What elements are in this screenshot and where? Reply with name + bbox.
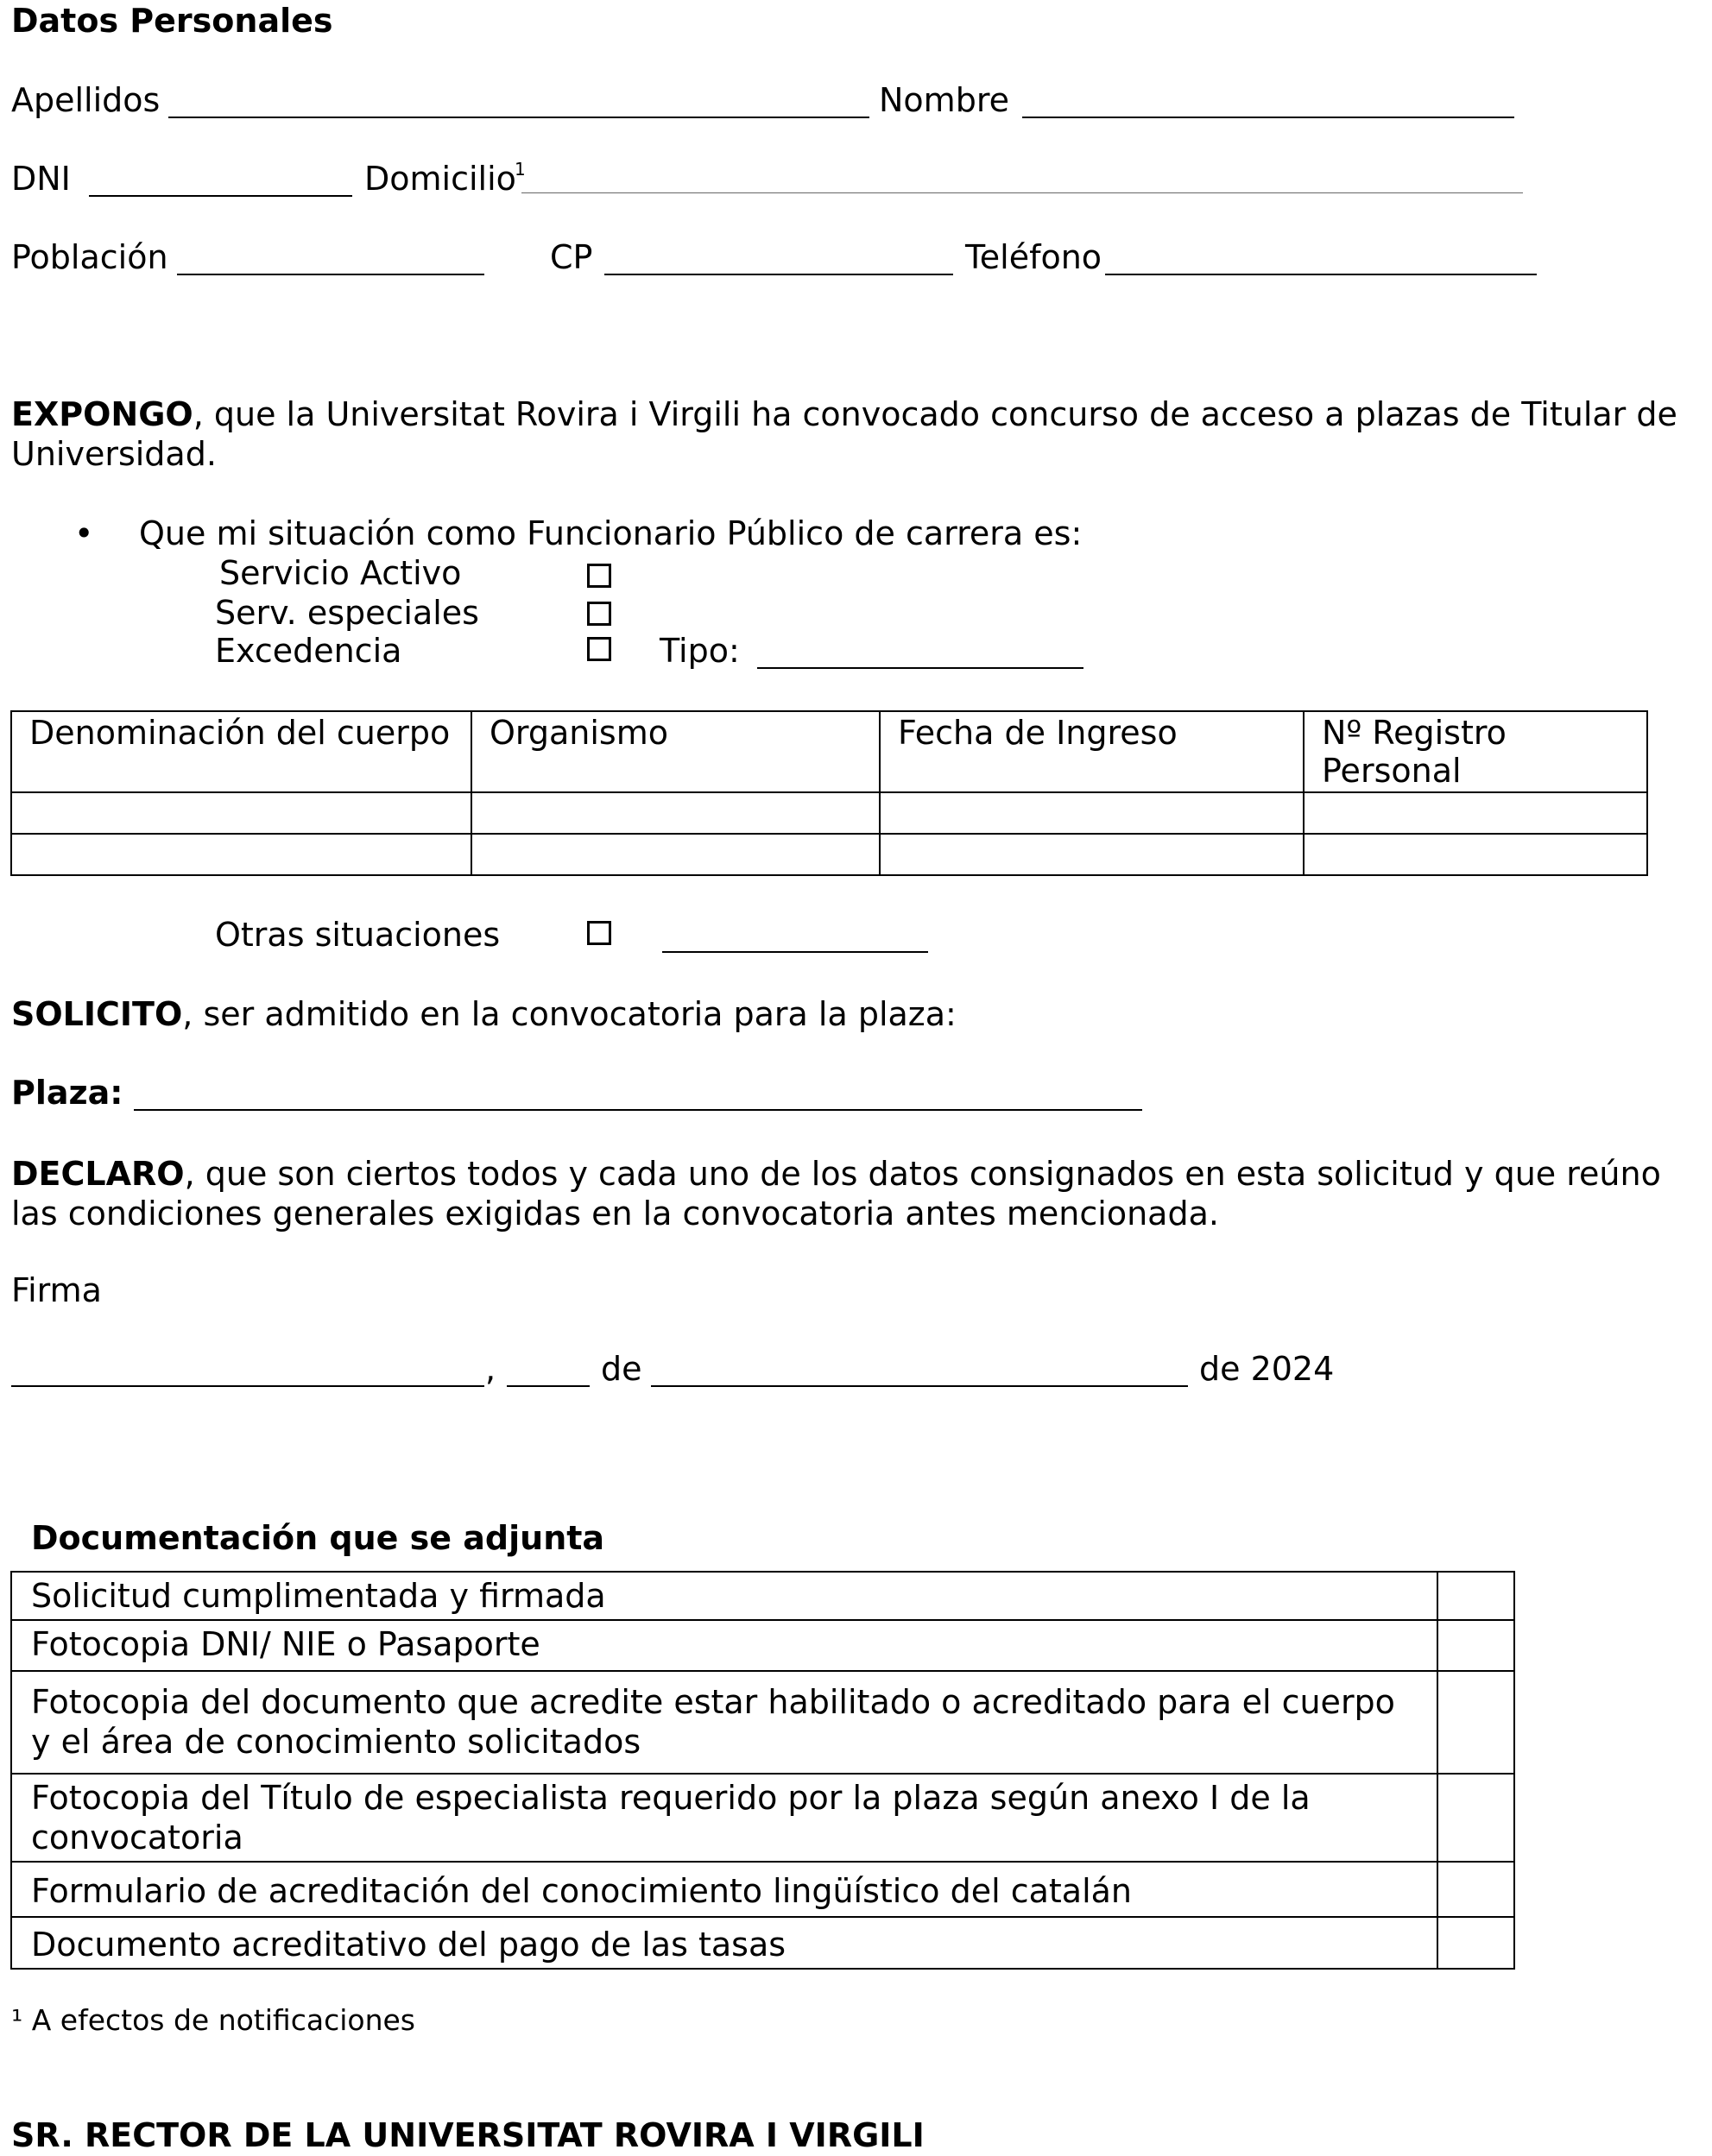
header-denominacion: Denominación del cuerpo bbox=[11, 711, 471, 792]
addressee: SR. RECTOR DE LA UNIVERSITAT ROVIRA I VIRGILI bbox=[11, 2116, 925, 2154]
nombre-field[interactable] bbox=[1022, 117, 1514, 118]
apellidos-field[interactable] bbox=[168, 117, 869, 118]
table-row bbox=[11, 1862, 1514, 1917]
month-field[interactable] bbox=[651, 1385, 1188, 1387]
otras-situaciones-label: Otras situaciones bbox=[215, 916, 501, 954]
place-field[interactable] bbox=[11, 1385, 484, 1387]
table-cell[interactable] bbox=[471, 792, 880, 834]
poblacion-field[interactable] bbox=[177, 274, 484, 275]
de-label: de bbox=[601, 1350, 642, 1388]
table-header-row bbox=[11, 711, 1647, 792]
doc-item-label: Fotocopia DNI/ NIE o Pasaporte bbox=[11, 1620, 1437, 1671]
documentation-table bbox=[10, 1571, 1515, 1970]
cp-label: CP bbox=[550, 238, 593, 276]
table-row bbox=[11, 1572, 1514, 1620]
table-row bbox=[11, 1620, 1514, 1671]
solicito-keyword: SOLICITO bbox=[11, 995, 183, 1033]
date-comma: , bbox=[485, 1350, 496, 1388]
header-registro: Nº Registro Personal bbox=[1304, 711, 1647, 792]
option-excedencia-label: Excedencia bbox=[215, 632, 402, 670]
header-organismo: Organismo bbox=[471, 711, 880, 792]
plaza-field[interactable] bbox=[134, 1109, 1142, 1111]
tipo-field[interactable] bbox=[757, 667, 1083, 669]
table-cell[interactable] bbox=[880, 834, 1304, 875]
expongo-paragraph bbox=[11, 394, 1703, 474]
doc-item-check[interactable] bbox=[1437, 1671, 1514, 1774]
section-title-personal: Datos Personales bbox=[11, 2, 333, 40]
plaza-label: Plaza: bbox=[11, 1074, 123, 1112]
table-cell[interactable] bbox=[11, 792, 471, 834]
table-row bbox=[11, 792, 1647, 834]
telefono-field[interactable] bbox=[1105, 274, 1537, 275]
cp-field[interactable] bbox=[604, 274, 953, 275]
nombre-label: Nombre bbox=[879, 81, 1009, 119]
option-serv-especiales-label: Serv. especiales bbox=[215, 594, 479, 632]
poblacion-label: Población bbox=[11, 238, 168, 276]
doc-item-label: Documento acreditativo del pago de las tasas bbox=[11, 1917, 1437, 1969]
dni-field[interactable] bbox=[89, 195, 352, 197]
table-cell[interactable] bbox=[880, 792, 1304, 834]
table-cell[interactable] bbox=[1304, 834, 1647, 875]
expongo-keyword: EXPONGO bbox=[11, 395, 193, 433]
declaro-text: , que son ciertos todos y cada uno de los datos consignados en esta solicitud y que reúno las condiciones generales exigidas en la convocatoria antes mencionada. bbox=[11, 1155, 1661, 1232]
documentation-title: Documentación que se adjunta bbox=[31, 1519, 605, 1557]
doc-item-label: Formulario de acreditación del conocimiento lingüístico del catalán bbox=[11, 1862, 1437, 1917]
serv-especiales-checkbox[interactable] bbox=[587, 602, 611, 626]
table-row bbox=[11, 1671, 1514, 1774]
servicio-activo-checkbox[interactable] bbox=[587, 564, 611, 588]
tipo-label: Tipo: bbox=[660, 632, 740, 670]
doc-item-check[interactable] bbox=[1437, 1774, 1514, 1862]
declaro-keyword: DECLARO bbox=[11, 1155, 185, 1193]
situation-intro: Que mi situación como Funcionario Público de carrera es: bbox=[139, 514, 1083, 552]
dni-label: DNI bbox=[11, 160, 71, 198]
footnote-text: ¹ A efectos de notificaciones bbox=[11, 2003, 415, 2037]
doc-item-label: Fotocopia del Título de especialista requerido por la plaza según anexo I de la convocatoria bbox=[11, 1774, 1437, 1862]
excedencia-checkbox[interactable] bbox=[587, 637, 611, 661]
doc-item-label: Fotocopia del documento que acredite estar habilitado o acreditado para el cuerpo y el área de conocimiento solicitados bbox=[11, 1671, 1437, 1774]
year-text: de 2024 bbox=[1199, 1350, 1335, 1388]
table-row bbox=[11, 1774, 1514, 1862]
apellidos-label: Apellidos bbox=[11, 81, 161, 119]
domicilio-field[interactable] bbox=[521, 192, 1523, 193]
telefono-label: Teléfono bbox=[965, 238, 1102, 276]
table-cell[interactable] bbox=[471, 834, 880, 875]
option-servicio-activo-label: Servicio Activo bbox=[219, 554, 462, 592]
doc-item-label: Solicitud cumplimentada y firmada bbox=[11, 1572, 1437, 1620]
doc-item-check[interactable] bbox=[1437, 1917, 1514, 1969]
header-fecha-ingreso: Fecha de Ingreso bbox=[880, 711, 1304, 792]
doc-item-check[interactable] bbox=[1437, 1862, 1514, 1917]
expongo-text: , que la Universitat Rovira i Virgili ha convocado concurso de acceso a plazas de Titular de Universidad. bbox=[11, 395, 1677, 473]
table-row bbox=[11, 834, 1647, 875]
footnote-marker: 1 bbox=[515, 159, 526, 180]
table-row bbox=[11, 1917, 1514, 1969]
bullet-icon: • bbox=[74, 514, 94, 552]
doc-item-check[interactable] bbox=[1437, 1620, 1514, 1671]
otras-situaciones-field[interactable] bbox=[662, 951, 928, 953]
table-cell[interactable] bbox=[1304, 792, 1647, 834]
career-table bbox=[10, 710, 1648, 876]
day-field[interactable] bbox=[507, 1385, 590, 1387]
doc-item-check[interactable] bbox=[1437, 1572, 1514, 1620]
otras-situaciones-checkbox[interactable] bbox=[587, 921, 611, 945]
solicito-text: , ser admitido en la convocatoria para la plaza: bbox=[182, 995, 957, 1033]
domicilio-label: Domicilio bbox=[364, 160, 516, 198]
table-cell[interactable] bbox=[11, 834, 471, 875]
solicito-paragraph bbox=[11, 995, 957, 1035]
declaro-paragraph bbox=[11, 1154, 1703, 1233]
firma-label: Firma bbox=[11, 1271, 102, 1309]
